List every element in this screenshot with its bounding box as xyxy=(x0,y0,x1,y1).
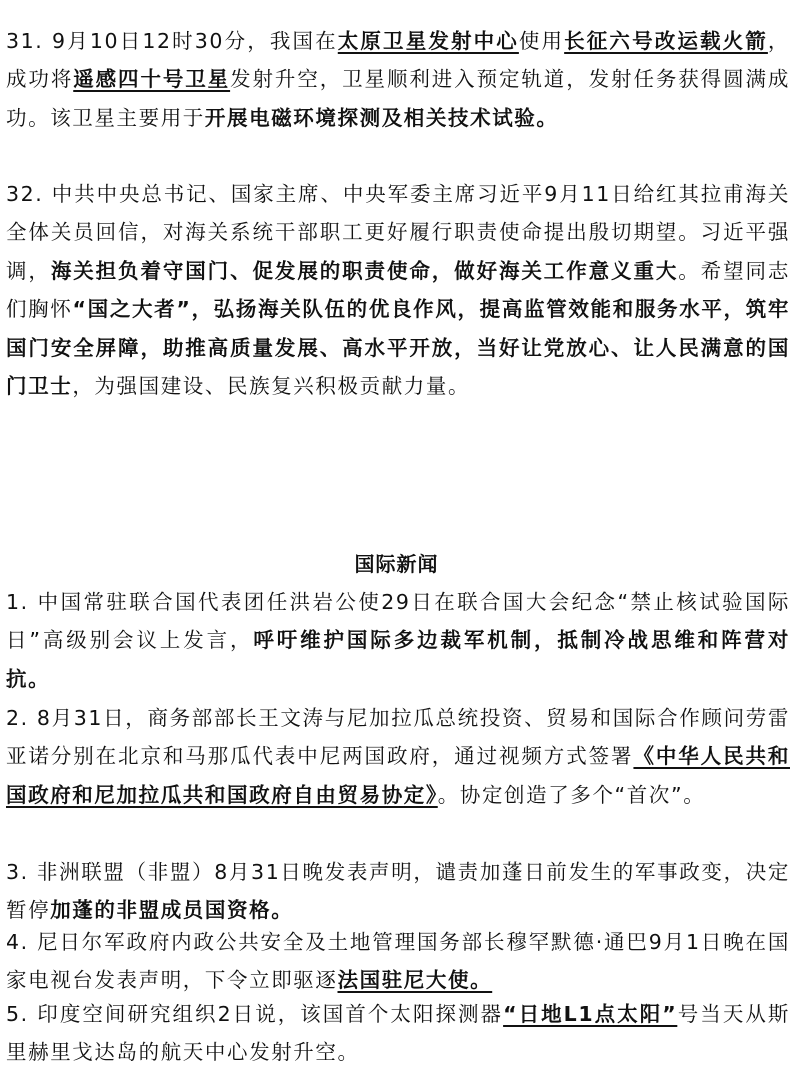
news-31-text-a: 31. 9月10日12时30分，我国在 xyxy=(6,29,338,53)
intl-1-text-a: 1. 中国常驻联合国代表团任洪岩公使29日在联合国大会纪念“禁止核试验国际日”高级别会议上发言， xyxy=(6,590,790,653)
news-32-emphasis-2: “国之大者”，弘扬海关队伍的优良作风，提高监管效能和服务水平，筑牢国门安全屏障，助推高质量发展、高水平开放，当好让党放心、让人民满意的国门卫士 xyxy=(6,297,790,399)
intl-2-text-a: 2. 8月31日，商务部部长王文涛与尼加拉瓜总统投资、贸易和国际合作顾问劳雷亚诺分别在北京和马那瓜代表中尼两国政府，通过视频方式签署 xyxy=(6,706,790,769)
news-31-satellite: 遥感四十号卫星 xyxy=(73,67,231,92)
intl-4-emphasis: 法国驻尼大使。 xyxy=(337,968,493,993)
section-title-international: 国际新闻 xyxy=(354,552,439,576)
intl-4-text-a: 4. 尼日尔军政府内政公共安全及土地管理国务部长穆罕默德·通巴9月1日晚在国家电视台发表声明，下令立即驱逐 xyxy=(6,930,790,993)
intl-3-text-a: 3. 非洲联盟（非盟）8月31日晚发表声明，谴责加蓬日前发生的军事政变，决定暂停 xyxy=(6,860,790,923)
news-32-emphasis-1: 海关担负着守国门、促发展的职责使命，做好海关工作意义重大 xyxy=(50,258,679,283)
news-31-text-e: ，成功将 xyxy=(6,29,790,92)
intl-5-text-c: 号当天从斯里赫里戈达岛的航天中心发射升空。 xyxy=(6,1002,790,1065)
news-31-text-c: 使用 xyxy=(518,29,565,53)
news-item-32 xyxy=(6,175,790,405)
news-32-text-e: ，为强国建设、民族复兴积极贡献力量。 xyxy=(72,374,471,399)
news-item-31 xyxy=(6,22,790,137)
intl-item-3 xyxy=(6,853,790,930)
intl-2-agreement: 《中华人民共和国政府和尼加拉瓜共和国政府自由贸易协定》 xyxy=(6,744,790,807)
news-31-text-g: 发射升空，卫星顺利进入预定轨道，发射任务获得圆满成功。该卫星主要用于 xyxy=(6,67,790,130)
intl-item-2 xyxy=(6,699,790,814)
news-31-purpose: 开展电磁环境探测及相关技术试验。 xyxy=(204,105,559,130)
news-31-rocket: 长征六号改运载火箭 xyxy=(564,29,768,53)
intl-item-1 xyxy=(6,583,790,698)
intl-5-probe-name: “日地L1点太阳” xyxy=(503,1002,678,1026)
news-32-text-a: 32. 中共中央总书记、国家主席、中央军委主席习近平9月11日给红其拉甫海关全体关员回信，对海关系统干部职工更好履行职责使命提出殷切期望。习近平强调， xyxy=(6,182,790,283)
intl-5-text-a: 5. 印度空间研究组织2日说，该国首个太阳探测器 xyxy=(6,1002,504,1026)
intl-3-emphasis: 加蓬的非盟成员国资格。 xyxy=(50,898,294,923)
news-31-launch-site: 太原卫星发射中心 xyxy=(337,29,519,53)
intl-item-5 xyxy=(6,995,790,1072)
intl-item-4 xyxy=(6,923,790,1000)
news-32-text-c: 。希望同志们胸怀 xyxy=(6,258,790,322)
intl-2-text-c: 。协定创造了多个“首次”。 xyxy=(437,782,706,807)
intl-1-emphasis: 呼吁维护国际多边裁军机制，抵制冷战思维和阵营对抗。 xyxy=(6,628,790,691)
